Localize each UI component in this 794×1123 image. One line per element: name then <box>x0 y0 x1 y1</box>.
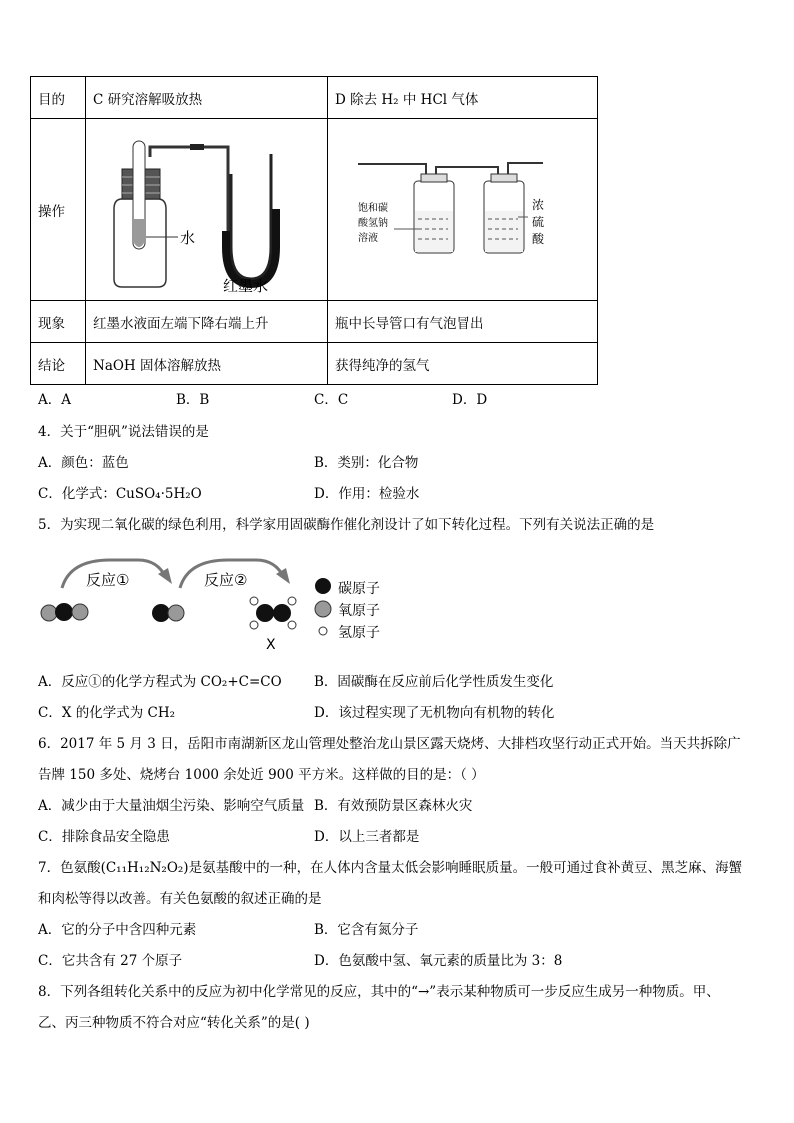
x-label: X <box>266 637 276 653</box>
figure-d-apparatus <box>328 119 598 301</box>
label-nahco3-2: 酸氢钠 <box>358 218 388 229</box>
q7-stem-line1: 7．色氨酸(C₁₁H₁₂N₂O₂)是氨基酸中的一种，在人体内含量太低会影响睡眠质量。一般可通过食补黄豆、黑芝麻、海蟹 <box>38 860 743 876</box>
q6-option-b[interactable]: B．有效预防景区森林火灾 <box>314 798 473 814</box>
cell-d-conclusion: 获得纯净的氢气 <box>328 343 598 385</box>
experiment-table <box>30 76 598 385</box>
q7-option-a[interactable]: A．它的分子中含四种元素 <box>38 922 197 938</box>
q6-option-a[interactable]: A．减少由于大量油烟尘污染、影响空气质量 <box>38 798 305 814</box>
q3-option-a[interactable]: A．A <box>38 392 71 408</box>
reaction-1-label: 反应① <box>86 571 130 589</box>
legend-oxygen: 氧原子 <box>338 603 380 619</box>
q3-option-d[interactable]: D．D <box>452 392 488 408</box>
cell-d-purpose: D 除去 H₂ 中 HCl 气体 <box>328 77 598 119</box>
legend-carbon: 碳原子 <box>338 581 380 597</box>
q5-option-b[interactable]: B．固碳酶在反应前后化学性质发生变化 <box>314 674 554 690</box>
hydrogen-atom-icon <box>319 627 327 635</box>
q6-option-c[interactable]: C．排除食品安全隐患 <box>38 829 170 845</box>
row-label: 操作 <box>31 119 86 301</box>
q7-option-b[interactable]: B．它含有氮分子 <box>314 922 419 938</box>
table-row-conclusion <box>31 343 598 385</box>
table-row-purpose <box>31 77 598 119</box>
label-h2so4-2: 硫 <box>532 215 545 229</box>
q3-option-c[interactable]: C．C <box>314 392 349 408</box>
label-h2so4-3: 酸 <box>532 232 545 246</box>
table-row-operation <box>31 119 598 301</box>
row-label: 结论 <box>31 343 86 385</box>
row-label: 目的 <box>31 77 86 119</box>
q4-option-d[interactable]: D．作用：检验水 <box>314 486 420 502</box>
cell-d-phenomenon: 瓶中长导管口有气泡冒出 <box>328 301 598 343</box>
carbon-atom-icon <box>315 578 331 594</box>
q3-option-b[interactable]: B．B <box>176 392 210 408</box>
q8-stem-line1: 8．下列各组转化关系中的反应为初中化学常见的反应，其中的“→”表示某种物质可一步反应生成另一种物质。甲、 <box>38 984 720 1000</box>
cell-c-purpose: C 研究溶解吸放热 <box>86 77 328 119</box>
cell-c-conclusion: NaOH 固体溶解放热 <box>86 343 328 385</box>
q4-stem: 4．关于“胆矾”说法错误的是 <box>38 424 209 440</box>
legend-hydrogen: 氢原子 <box>338 625 380 641</box>
q6-stem-line1: 6．2017 年 5 月 3 日，岳阳市南湖新区龙山管理处整治龙山景区露天烧烤、大排档攻坚行动正式开始。当天共拆除广 <box>38 736 741 752</box>
q5-option-c[interactable]: C．X 的化学式为 CH₂ <box>38 705 176 721</box>
q4-option-b[interactable]: B．类别：化合物 <box>314 455 419 471</box>
q6-option-d[interactable]: D．以上三者都是 <box>314 829 420 845</box>
q5-option-d[interactable]: D．该过程实现了无机物向有机物的转化 <box>314 705 555 721</box>
label-nahco3-1: 饱和碳 <box>358 203 388 214</box>
q5-option-a[interactable]: A．反应①的化学方程式为 CO₂+C=CO <box>38 674 282 690</box>
q4-option-a[interactable]: A．颜色：蓝色 <box>38 455 129 471</box>
reaction-diagram <box>30 548 400 656</box>
q5-stem: 5．为实现二氧化碳的绿色利用，科学家用固碳酶作催化剂设计了如下转化过程。下列有关说法正确的是 <box>38 517 655 533</box>
figure-c-apparatus <box>86 119 328 301</box>
q7-option-d[interactable]: D．色氨酸中氢、氧元素的质量比为 3：8 <box>314 953 563 969</box>
red-ink-label: 红墨水 <box>223 277 269 295</box>
q7-option-c[interactable]: C．它共含有 27 个原子 <box>38 953 183 969</box>
q8-stem-line2: 乙、丙三种物质不符合对应“转化关系”的是( ) <box>38 1015 310 1031</box>
gas-washing-figure <box>328 119 597 296</box>
q4-option-c[interactable]: C．化学式：CuSO₄·5H₂O <box>38 486 202 502</box>
dissolution-apparatus-figure <box>86 119 327 296</box>
q7-stem-line2: 和肉松等得以改善。有关色氨酸的叙述正确的是 <box>38 891 322 907</box>
row-label: 现象 <box>31 301 86 343</box>
table-row-phenomenon <box>31 301 598 343</box>
label-h2so4-1: 浓 <box>532 198 545 212</box>
cell-c-phenomenon: 红墨水液面左端下降右端上升 <box>86 301 328 343</box>
oxygen-atom-icon <box>315 601 331 617</box>
label-nahco3-3: 溶液 <box>358 233 378 244</box>
reaction-2-label: 反应② <box>204 571 248 589</box>
water-label: 水 <box>180 229 196 247</box>
q6-stem-line2: 告牌 150 多处、烧烤台 1000 余处近 900 平方米。这样做的目的是：（ ） <box>38 767 485 783</box>
